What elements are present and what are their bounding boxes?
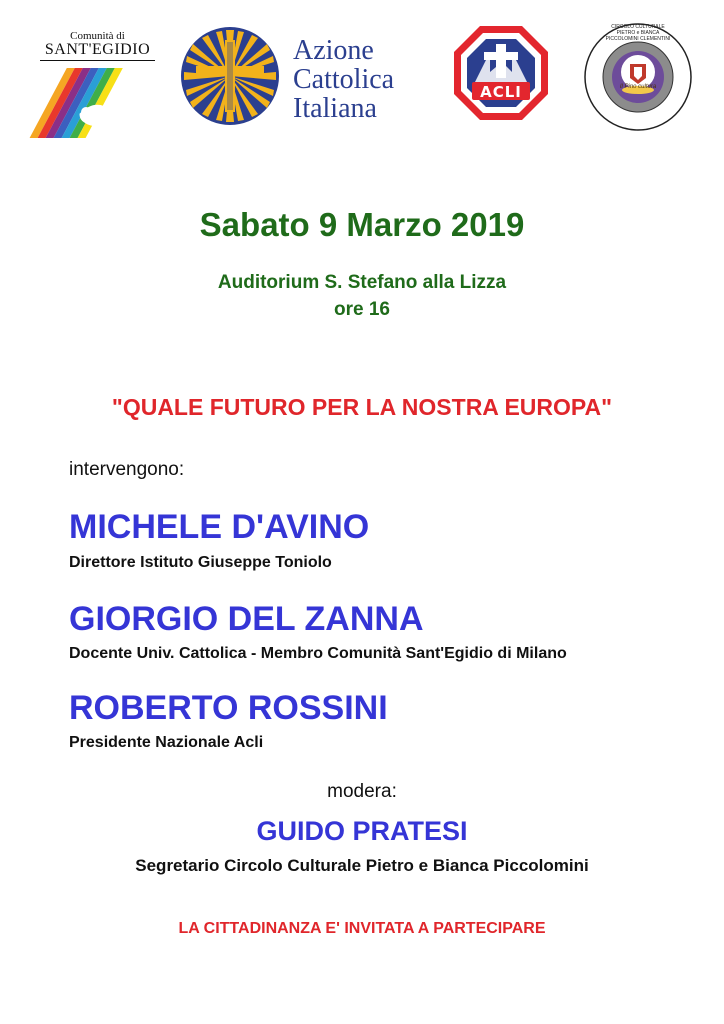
event-time: ore 16 [334, 299, 390, 320]
aci-sunburst-cross-icon [180, 26, 280, 126]
aci-line2: Cattolica [293, 64, 395, 95]
event-title: "QUALE FUTURO PER LA NOSTRA EUROPA" [111, 394, 613, 420]
moderator-role: Segretario Circolo Culturale Pietro e Bianca Piccolomini [135, 856, 589, 875]
speaker-1-role: Direttore Istituto Giuseppe Toniolo [69, 554, 332, 571]
azione-cattolica-logo [180, 26, 405, 126]
acli-hexagon-icon [450, 22, 552, 124]
speaker-2-role: Docente Univ. Cattolica - Membro Comunità Sant'Egidio di Milano [69, 645, 567, 662]
acli-logo [450, 22, 552, 124]
circolo-center-text: Il Pino cultura [619, 84, 657, 90]
circolo-culturale-logo [583, 22, 693, 132]
invitation-footer: LA CITTADINANZA E' INVITATA A PARTECIPARE [178, 920, 546, 937]
santegidio-line2: SANT'EGIDIO [40, 41, 155, 61]
speaker-3-name: ROBERTO ROSSINI [69, 689, 388, 727]
moderator-intro: modera: [327, 781, 397, 802]
speaker-2-name: GIORGIO DEL ZANNA [69, 600, 424, 638]
aci-line3: Italiana [293, 93, 377, 124]
acli-label: ACLI [480, 83, 522, 101]
event-date: Sabato 9 Marzo 2019 [199, 206, 525, 243]
aci-line1: Azione [293, 35, 374, 66]
speaker-1-name: MICHELE D'AVINO [69, 508, 370, 546]
speaker-3-role: Presidente Nazionale Acli [69, 734, 264, 751]
santegidio-line1: Comunità di [70, 30, 125, 42]
event-venue: Auditorium S. Stefano alla Lizza [217, 272, 507, 293]
santegidio-logo [40, 30, 155, 140]
speakers-intro: intervengono: [69, 459, 185, 480]
dove-rainbow-icon [40, 62, 155, 142]
circolo-ring-text: CIRCOLO CULTURALE PIETRO e BIANCA PICCOLOMINI CLEMENTINI [605, 24, 671, 42]
moderator-name: GUIDO PRATESI [256, 816, 468, 846]
